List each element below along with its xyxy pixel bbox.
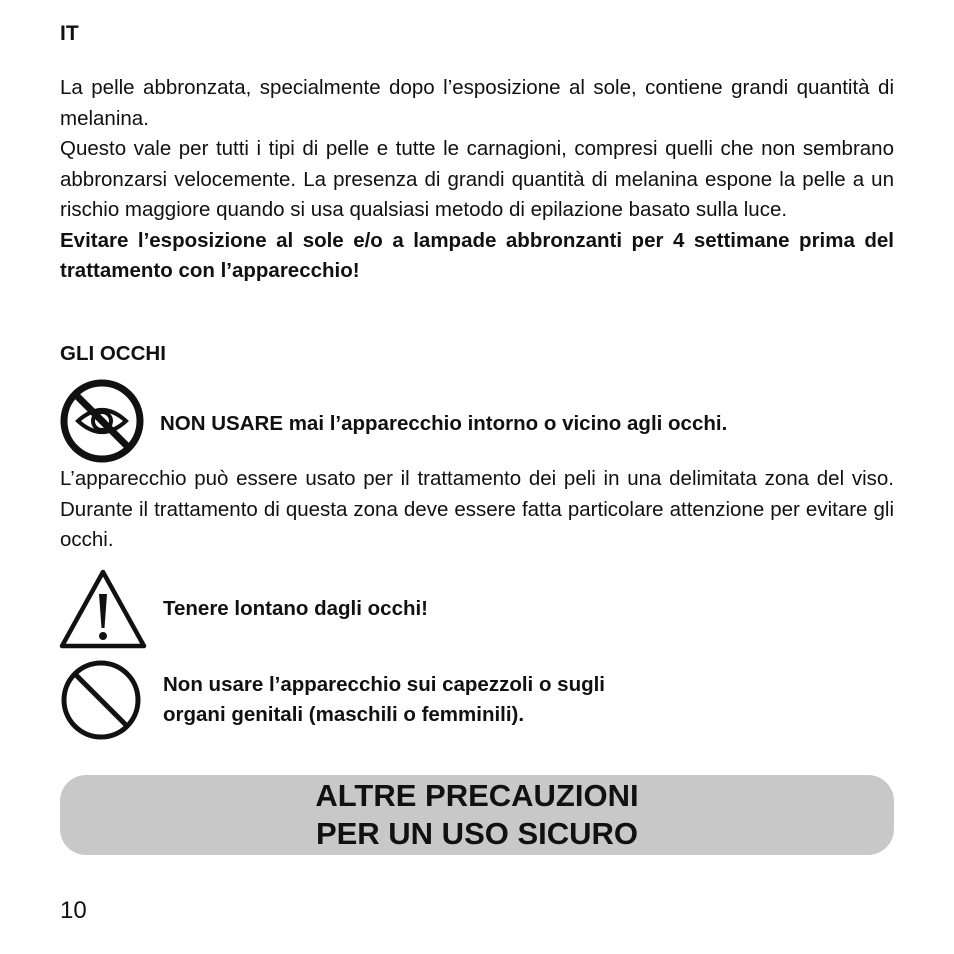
prohibition-warning-line-1: Non usare l’apparecchio sui capezzoli o sugli xyxy=(163,673,606,696)
no-eye-icon xyxy=(58,377,146,465)
prohibition-icon xyxy=(58,658,144,742)
prohibition-warning-text xyxy=(163,670,605,730)
section-heading-eyes: GLI OCCHI xyxy=(60,342,166,365)
section-banner xyxy=(60,775,894,855)
eyes-paragraph xyxy=(60,464,894,556)
page-number: 10 xyxy=(60,897,87,924)
warning-triangle-icon xyxy=(58,567,148,651)
sun-exposure-warning: Evitare l’esposizione al sole e/o a lampade abbronzanti per 4 settimane prima del trattamento con l’apparecchio! xyxy=(60,228,894,282)
banner-title-line-2: PER UN USO SICURO xyxy=(315,816,639,851)
banner-title-line-1: ALTRE PRECAUZIONI xyxy=(315,778,639,813)
eyes-paragraph-text: L’apparecchio può essere usato per il trattamento dei peli in una delimitata zona del viso. Durante il trattamento di questa zona deve essere fatta particolare attenzione per evitare gli occhi. xyxy=(60,467,894,551)
intro-paragraph-2: Questo vale per tutti i tipi di pelle e tutte le carnagioni, compresi quelli che non sembrano abbronzarsi velocemente. La presenza di grandi quantità di melanina espone la pelle a un rischio maggiore quando si usa qualsiasi metodo di epilazione basato sulla luce. xyxy=(60,137,894,221)
keep-away-from-eyes-text: Tenere lontano dagli occhi! xyxy=(163,597,429,620)
language-code: IT xyxy=(60,22,79,45)
no-eye-warning-text: NON USARE mai l’apparecchio intorno o vicino agli occhi. xyxy=(160,412,728,435)
intro-text xyxy=(60,73,894,287)
intro-paragraph-1: La pelle abbronzata, specialmente dopo l’esposizione al sole, contiene grandi quantità di melanina. xyxy=(60,76,894,130)
prohibition-warning-line-2: organi genitali (maschili o femminili). xyxy=(163,703,525,726)
